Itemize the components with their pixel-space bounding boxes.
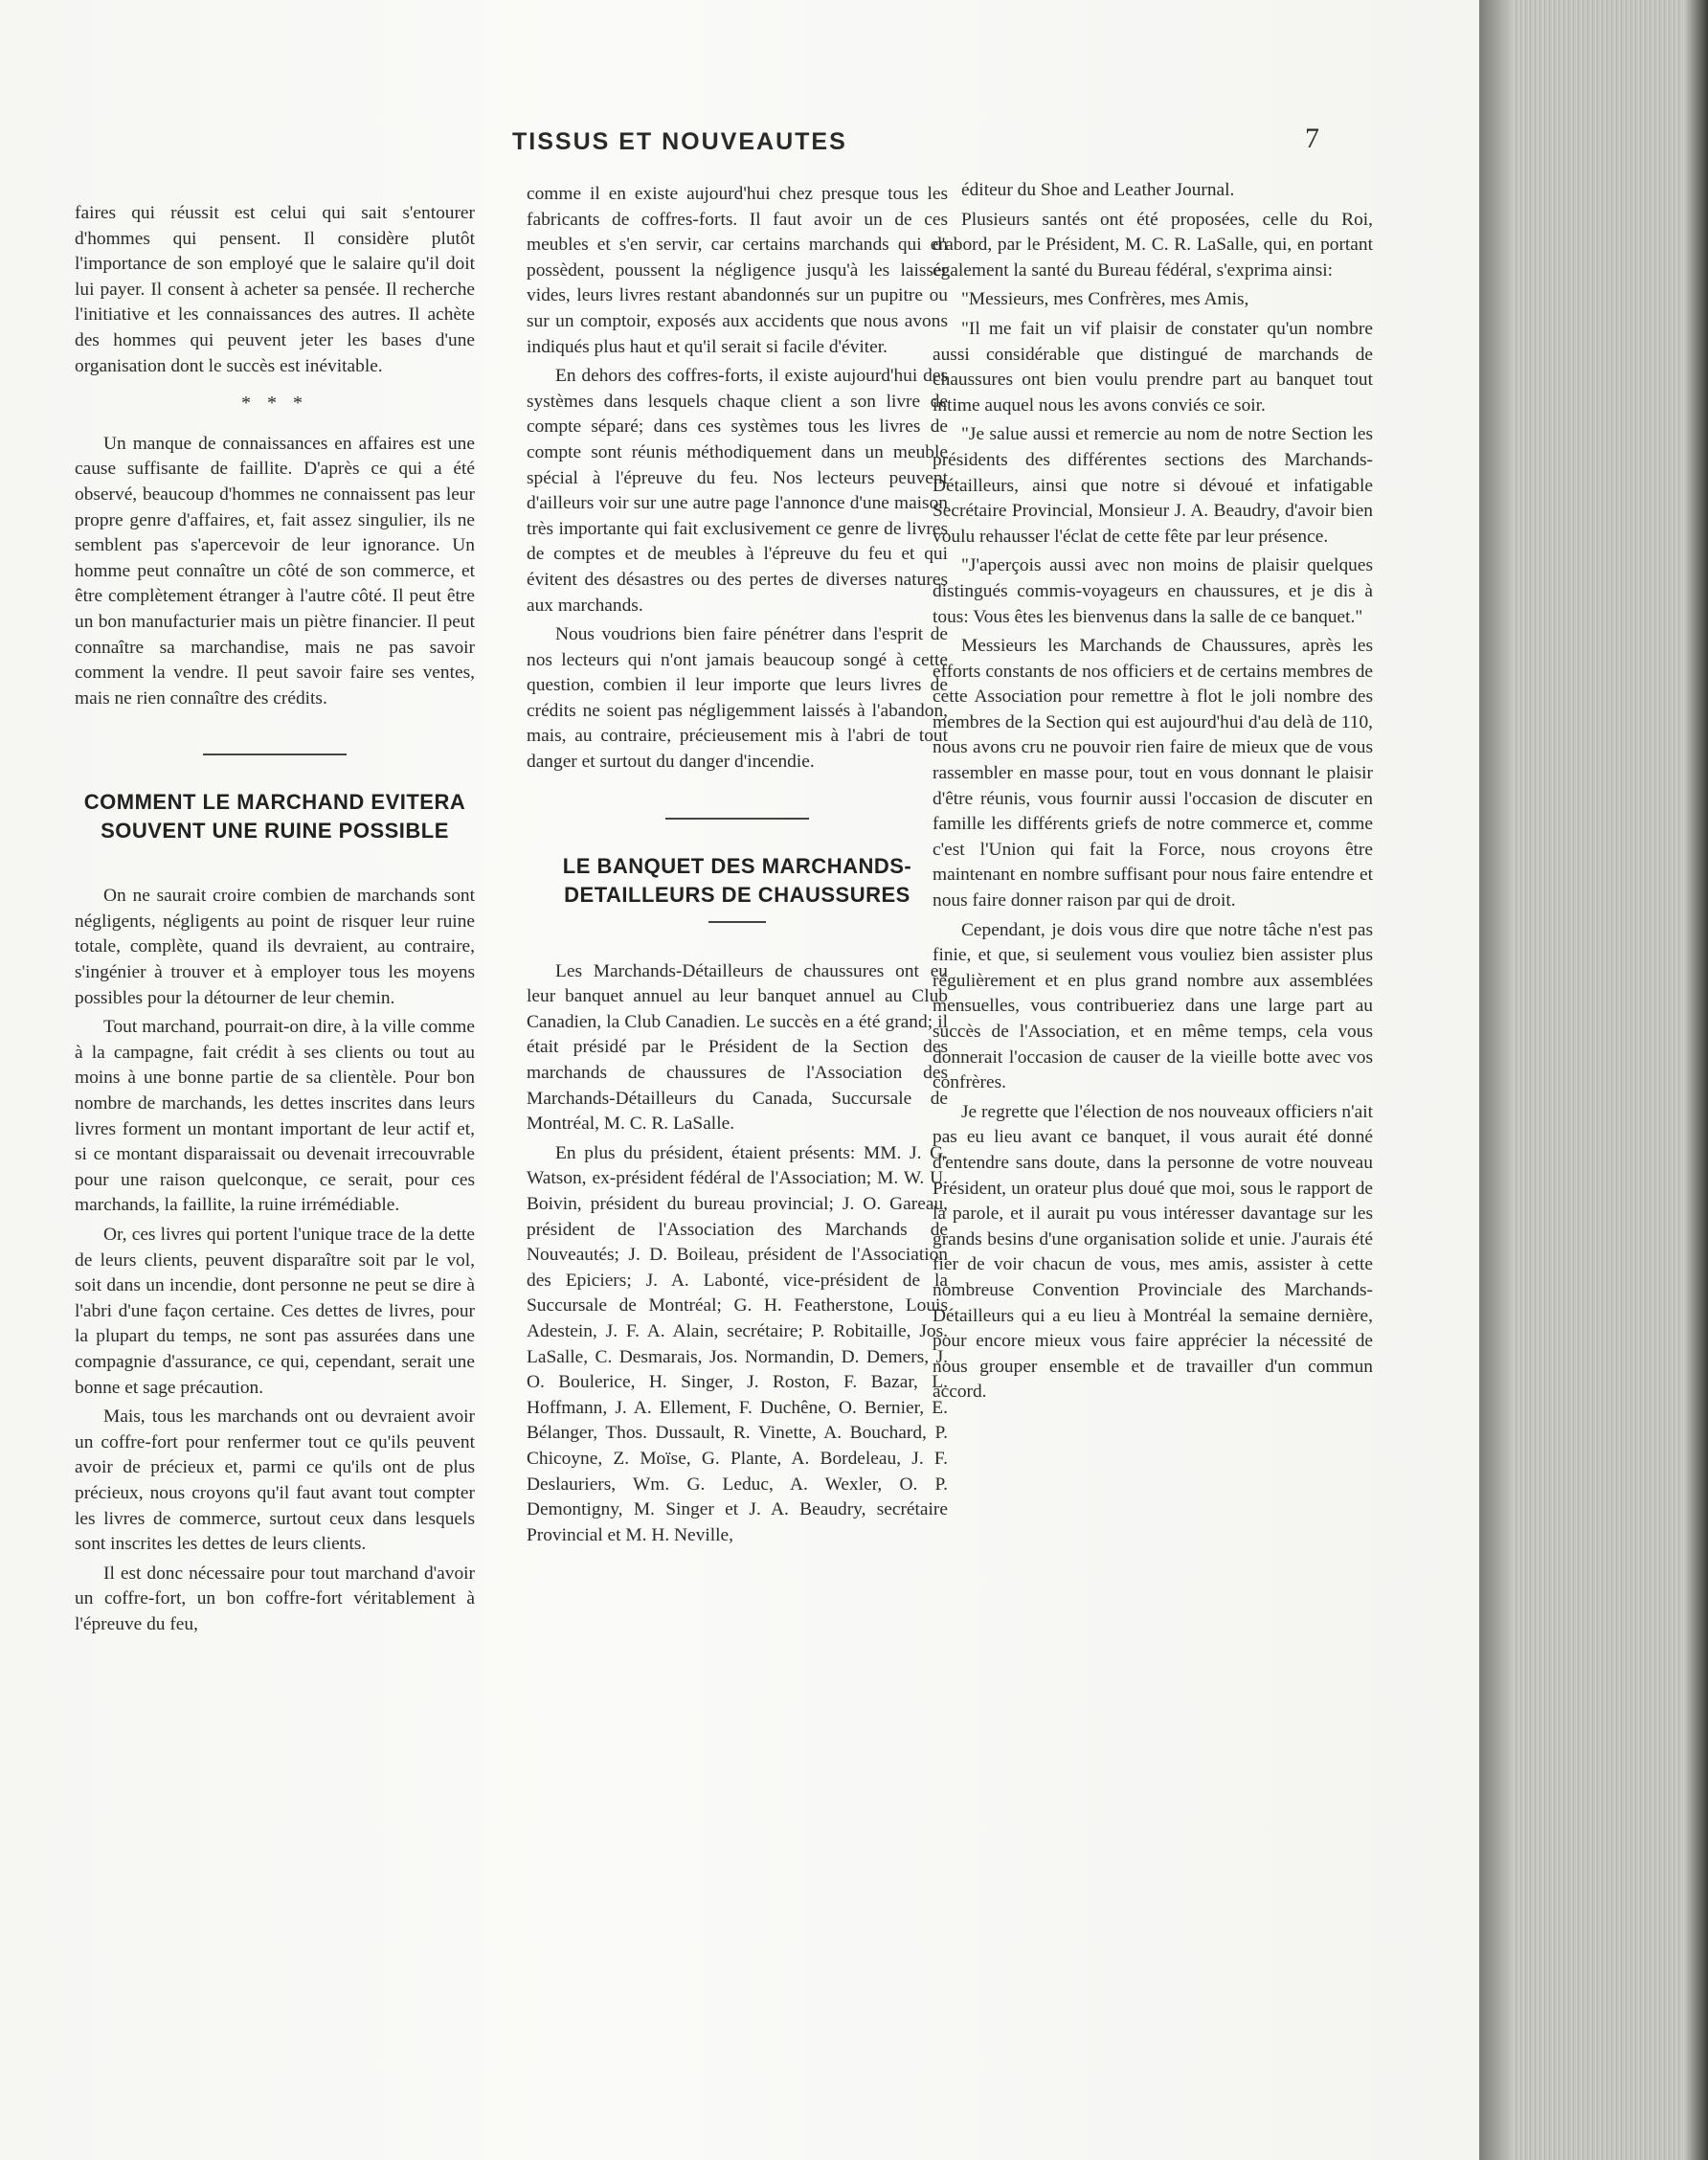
paragraph: "J'aperçois aussi avec non moins de plaisir quelques distingués commis-voyageurs en chaussures, et je dis à tous: Vous êtes les bienvenus dans la salle de ce banquet." bbox=[933, 555, 1373, 627]
column-1 bbox=[75, 201, 475, 1642]
paragraph: comme il en existe aujourd'hui chez presque tous les fabricants de coffres-forts. Il faut avoir un de ces meubles et s'en servir, car certains marchands qui en possèdent, poussent la négligence jusqu'à les laisser vides, leurs livres restant abandonnés sur un pupitre ou sur un comptoir, exposés aux accidents que nous avons indiqués plus haut et qu'il serait si facile d'éviter. bbox=[527, 184, 948, 357]
page-number: 7 bbox=[1305, 123, 1319, 154]
paragraph: Or, ces livres qui portent l'unique trace de la dette de leurs clients, peuvent disparaître soit par le vol, soit dans un incendie, dont personne ne peut se dire à l'abri d'une façon certaine. Ces dettes de livres, pour la plupart du temps, ne sont pas assurées dans une compagnie d'assurance, ce qui, cependant, serait une bonne et sage précaution. bbox=[75, 1225, 475, 1398]
horizontal-rule bbox=[665, 818, 809, 820]
paragraph: Je regrette que l'élection de nos nouveaux officiers n'ait pas eu lieu avant ce banquet, il vous aurait été donné d'entendre sans doute, dans la personne de votre nouveau Président, un orateur plus doué que moi, sous le rapport de la parole, et il aurait pu vous intéresser davantage sur les grands besins d'une organisation solide et unie. J'aurais été fier de voir chacun de vous, mes amis, assister à cette nombreuse Convention Provinciale des Marchands-Détailleurs qui a eu lieu à Montréal la semaine dernière, pour encore mieux vous faire apprécier la nécessité de nous grouper ensemble et de travailler d'un commun accord. bbox=[933, 1101, 1373, 1403]
paragraph: On ne saurait croire combien de marchands sont négligents, négligents au point de risquer leur ruine totale, complète, quand ils devraient, au contraire, s'ingénier à trouver et à employer tous les moyens possibles pour la détourner de leur chemin. bbox=[75, 886, 475, 1008]
paragraph: Cependant, je dois vous dire que notre tâche n'est pas finie, et que, si seulement vous vouliez bien assister plus régulièrement et en plus grand nombre aux assemblées mensuelles, vous contribueriez dans une large part au succès de l'Association, et en même temps, cela vous donnerait l'occasion de causer de la vieille botte avec vos confrères. bbox=[933, 919, 1373, 1093]
column-3 bbox=[933, 178, 1373, 1409]
paragraph: Nous voudrions bien faire pénétrer dans l'esprit de nos lecteurs qui n'ont jamais beaucoup songé à cette question, combien il leur importe que leurs livres de crédits ne soient pas négligemment laissés à l'abandon, mais, au contraire, précieusement mis à l'abri de tout danger et surtout du danger d'incendie. bbox=[527, 624, 948, 773]
paragraph: "Je salue aussi et remercie au nom de notre Section les présidents des différentes sections des Marchands-Détailleurs, ainsi que notre si dévoué et infatigable Secrétaire Provincial, Monsieur J. A. Beaudry, d'avoir bien voulu rehausser l'éclat de cette fête par leur présence. bbox=[933, 424, 1373, 547]
paragraph: En plus du président, étaient présents: MM. J. G. Watson, ex-président fédéral de l'Association; M. W. U. Boivin, président du bureau provincial; J. O. Gareau, président de l'Association des Marchands de Nouveautés; J. D. Boileau, président de l'Association des Epiciers; J. A. Labonté, vice-président de la Succursale de Montréal; G. H. Featherstone, Louis Adestein, J. F. A. Alain, secrétaire; P. Robitaille, Jos. LaSalle, C. Desmarais, Jos. Normandin, D. Demers, J. O. Boulerice, H. Singer, J. Roston, F. Bazar, L. Hoffmann, J. A. Ellement, F. Duchêne, O. Bernier, E. Bélanger, Thos. Dussault, R. Vinette, A. Bouchard, P. Chicoyne, Z. Moïse, G. Plante, A. Bordeleau, J. F. Deslauriers, Wm. G. Leduc, A. Wexler, O. P. Demontigny, M. Singer et J. A. Beaudry, secrétaire Provincial et M. H. Neville, bbox=[527, 1142, 948, 1545]
paragraph: Les Marchands-Détailleurs de chaussures ont eu leur banquet annuel au leur banquet annuel au Club Canadien, la Club Canadien. Le succès en a été grand; il était présidé par le Président de la Section des marchands de chaussures de l'Association des Marchands-Détailleurs du Canada, Succursale de Montréal, M. C. R. LaSalle. bbox=[527, 960, 948, 1135]
paragraph: "Il me fait un vif plaisir de constater qu'un nombre aussi considérable que distingué de marchands de chaussures ont bien voulu prendre part au banquet tout intime auquel nous les avons conviés ce soir. bbox=[933, 318, 1373, 416]
paragraph: faires qui réussit est celui qui sait s'entourer d'hommes qui pensent. Il considère plutôt l'importance de son employé que le salaire qu'il doit lui payer. Il consent à acheter sa pensée. Il recherche l'initiative et les connaissances des autres. Il achète des hommes qui peuvent jeter les bases d'une organisation dont le succès est inévitable. bbox=[75, 203, 475, 376]
section-separator-stars: * * * bbox=[241, 393, 308, 415]
paragraph: Messieurs les Marchands de Chaussures, après les efforts constants de nos officiers et de certains membres de cette Association pour remettre à flot le joli nombre des membres de la Section qui est aujourd'hui d'au delà de 110, nous avons cru ne pouvoir rien faire de mieux que de vous rassembler en masse pour, tout en vous donnant le plaisir d'être réunis, vous fournir aussi l'occasion de discuter en famille les différents griefs de notre commerce et, comme c'est l'Union qui fait la Force, nous croyons être maintenant en nombre suffisant pour nous faire entendre et nous faire donner raison par qui de droit. bbox=[933, 636, 1373, 911]
paragraph: "Messieurs, mes Confrères, mes Amis, bbox=[961, 289, 1249, 310]
paragraph: Tout marchand, pourrait-on dire, à la ville comme à la campagne, fait crédit à ses clients ou tout au moins à une bonne partie de sa clientèle. Pour bon nombre de marchands, les dettes inscrites dans leurs livres forment un montant important de leur actif et, si ce montant disparaissait ou devenait irrecouvrable pour une raison quelconque, ce serait, pour ces marchands, la faillite, la ruine irrémédiable. bbox=[75, 1017, 475, 1216]
book-page-edges bbox=[1479, 0, 1708, 2160]
paragraph: Un manque de connaissances en affaires est une cause suffisante de faillite. D'après ce qui a été observé, beaucoup d'hommes ne connaissent pas leur propre genre d'affaires, et, fait assez singulier, ils ne semblent pas s'apercevoir de leur ignorance. Un homme peut connaître un côté de son commerce, et être complètement étranger à l'autre côté. Il peut être un bon manufacturier mais un piètre financier. Il peut connaître sa marchandise, mais ne pas savoir comment la vendre. Il peut savoir faire ses ventes, mais ne rien connaître des crédits. bbox=[75, 433, 475, 709]
paragraph: Plusieurs santés ont été proposées, celle du Roi, d'abord, par le Président, M. C. R. LaSalle, qui, en portant également la santé du Bureau fédéral, s'exprima ainsi: bbox=[933, 209, 1373, 281]
horizontal-rule bbox=[203, 754, 347, 755]
running-header-title: TISSUS ET NOUVEAUTES bbox=[512, 128, 847, 155]
horizontal-rule bbox=[708, 921, 766, 923]
paragraph: Mais, tous les marchands ont ou devraient avoir un coffre-fort pour renfermer tout ce qu'ils peuvent avoir de précieux et, parmi ce qu'ils ont de plus précieux, nous croyons qu'il faut avant tout compter les livres de commerce, surtout ceux dans lesquels sont inscrites les dettes de leurs clients. bbox=[75, 1406, 475, 1555]
column-2 bbox=[527, 182, 948, 1552]
paragraph: Il est donc nécessaire pour tout marchand d'avoir un coffre-fort, un bon coffre-fort véritablement à l'épreuve du feu, bbox=[75, 1563, 475, 1634]
paragraph: éditeur du Shoe and Leather Journal. bbox=[961, 180, 1235, 200]
article-heading: LE BANQUET DES MARCHANDS-DETAILLEURS DE CHAUSSURES bbox=[562, 853, 912, 907]
article-heading: COMMENT LE MARCHAND EVITERA SOUVENT UNE RUINE POSSIBLE bbox=[83, 790, 466, 844]
paragraph: En dehors des coffres-forts, il existe aujourd'hui des systèmes dans lesquels chaque client a son livre de compte séparé; dans ces systèmes tous les livres de compte sont réunis méthodiquement dans un meuble spécial à l'épreuve du feu. Nos lecteurs peuvent d'ailleurs voir sur une autre page l'annonce d'une maison très importante qui fait exclusivement ce genre de livres de comptes et de meubles à l'épreuve du feu et qui évitent des désastres ou des pertes de diverses natures aux marchands. bbox=[527, 366, 948, 616]
